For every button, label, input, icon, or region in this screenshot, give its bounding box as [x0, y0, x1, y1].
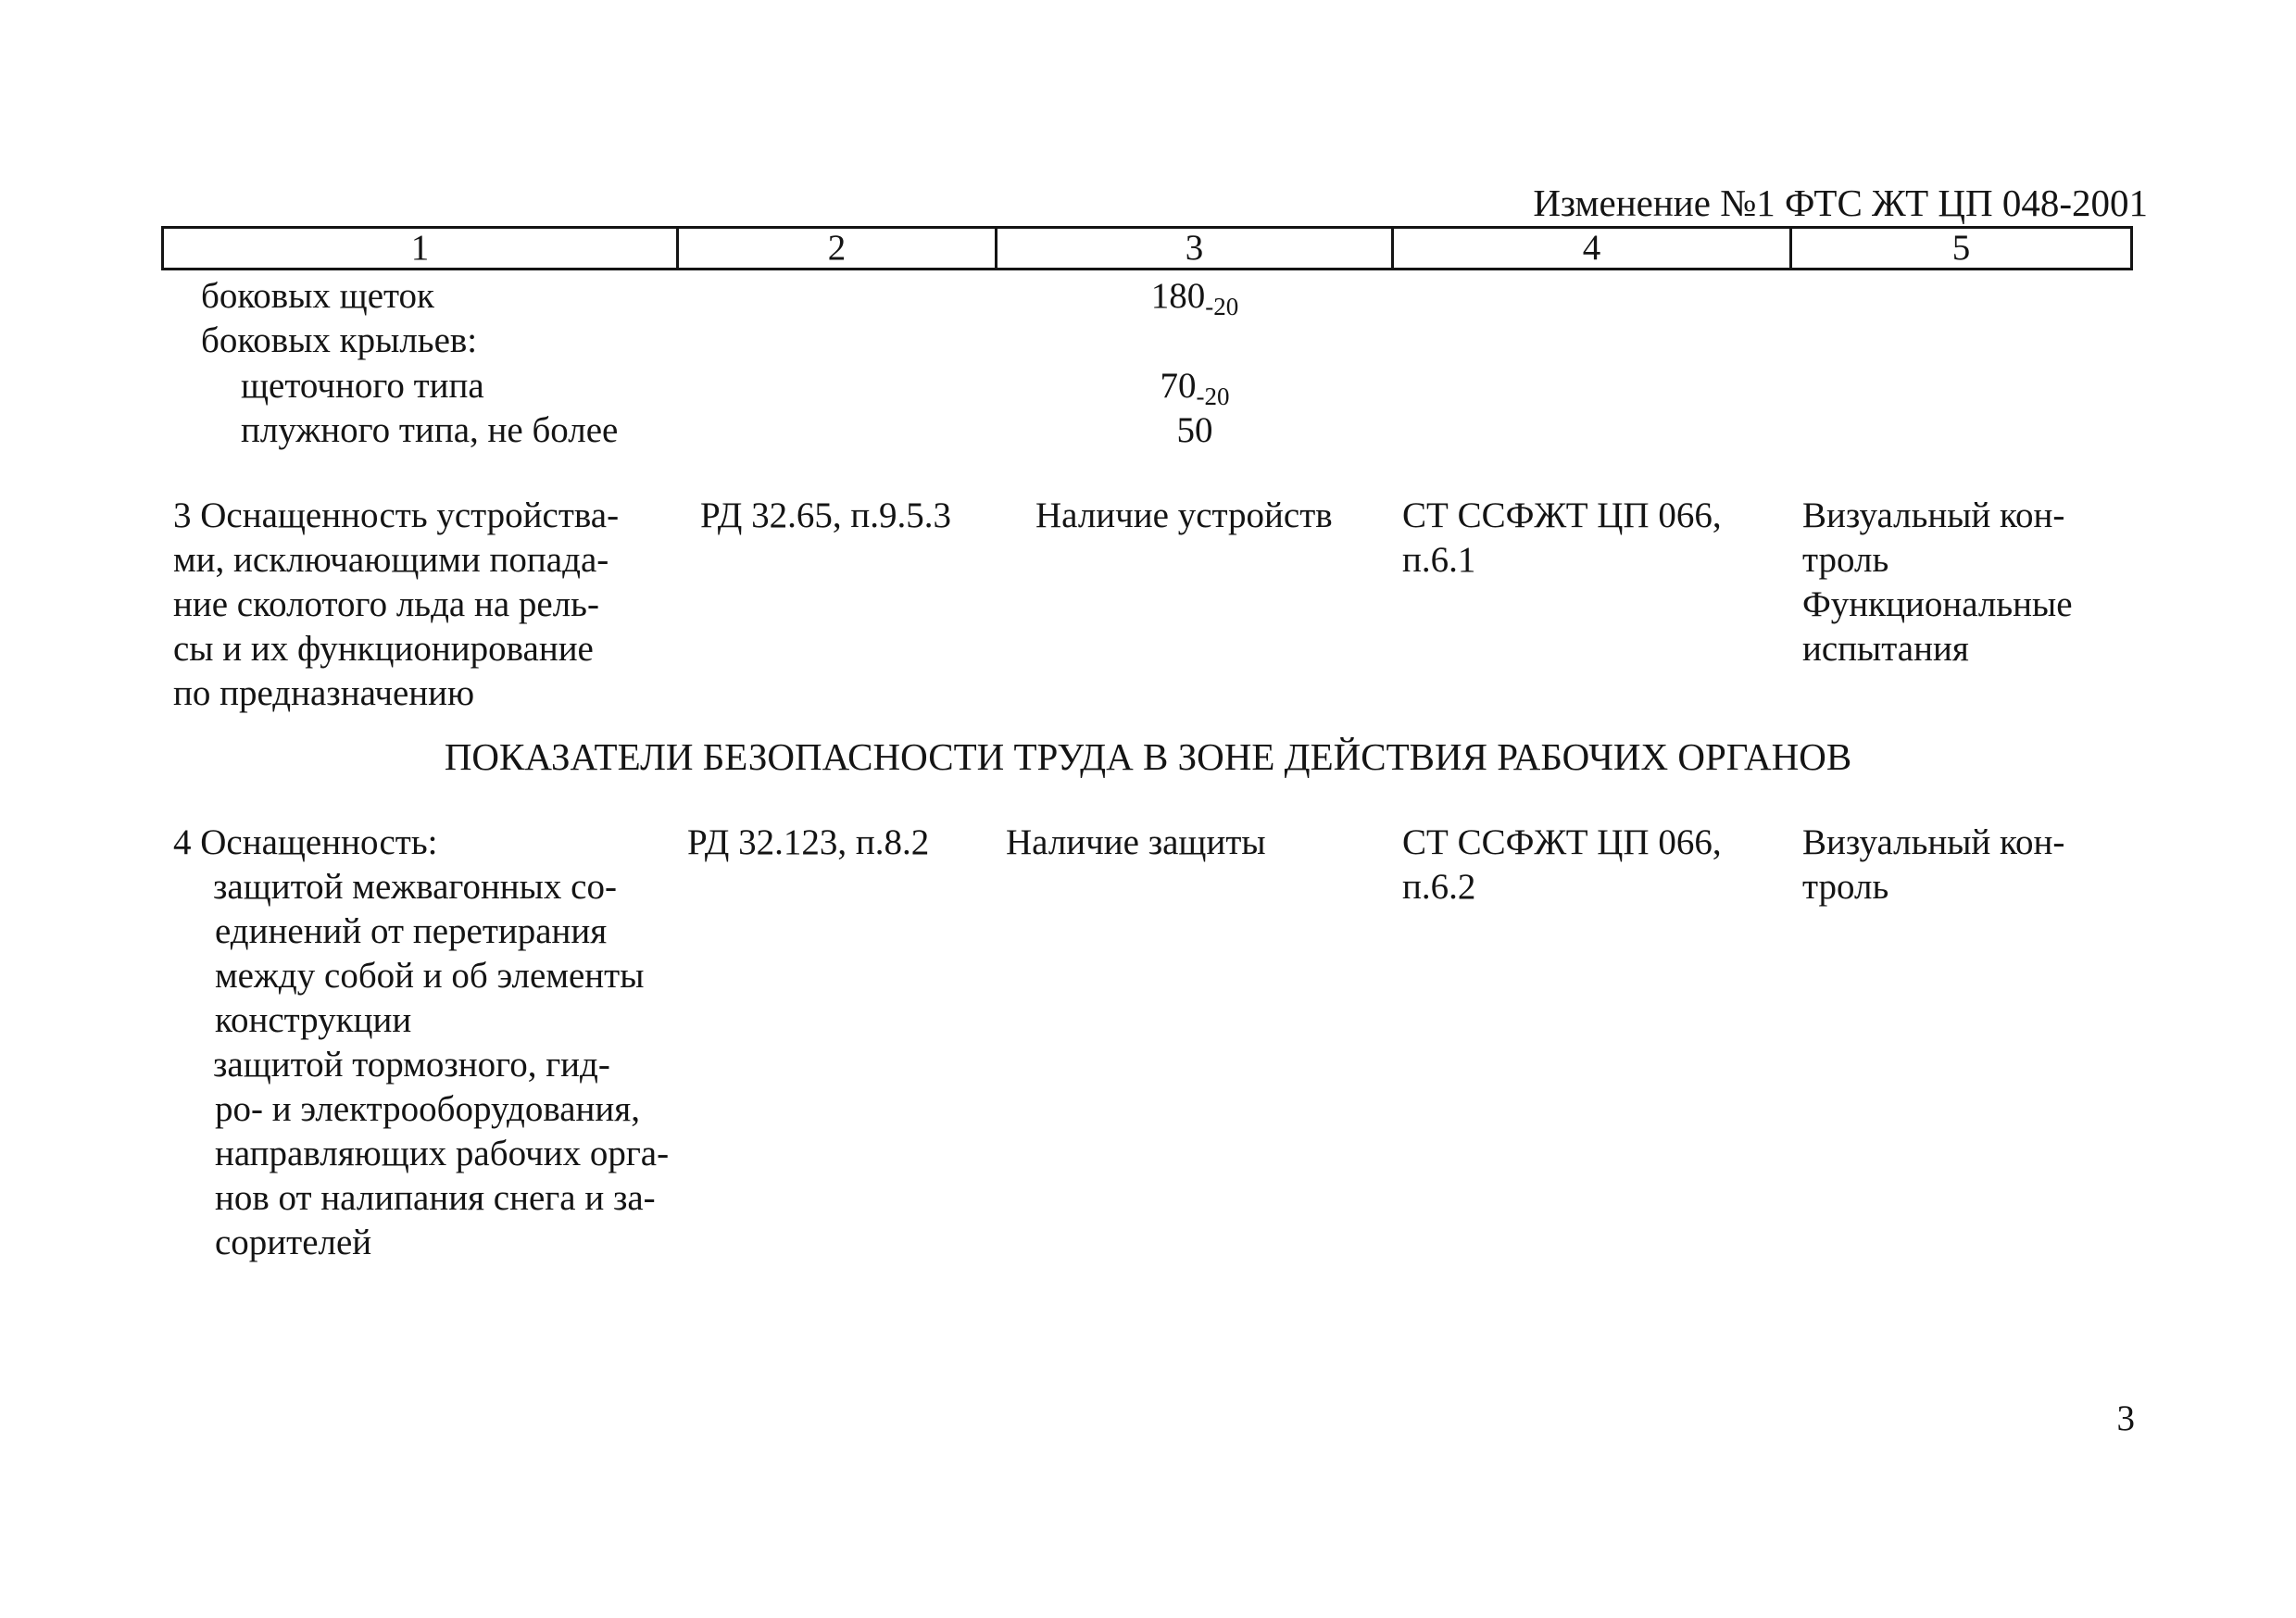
value-tolerance: -20: [1205, 293, 1239, 320]
normative-document-cell: РД 32.65, п.9.5.3: [700, 495, 951, 535]
test-method-cell: [1402, 821, 1722, 909]
cell-line: между собой и об элементы: [215, 956, 645, 996]
cell-line: ние сколотого льда на рель-: [173, 584, 599, 624]
cell-line: троль: [1802, 540, 1889, 580]
cell-line: защитой тормозного, гид-: [213, 1045, 610, 1085]
requirement-cell: Наличие устройств: [1035, 495, 1333, 535]
cell-line: п.6.2: [1402, 867, 1476, 907]
cell-line: нов от налипания снега и за-: [215, 1178, 656, 1218]
control-method-cell: [1802, 821, 2064, 909]
cell-line: ми, исключающими попада-: [173, 540, 609, 580]
cell-line: 4 Оснащенность:: [173, 822, 438, 862]
cell-line: по предназначению: [173, 673, 475, 713]
column-number-2: 2: [678, 228, 997, 270]
continuation-value: [1056, 274, 1334, 319]
cell-line: СТ ССФЖТ ЦП 066,: [1402, 495, 1722, 535]
column-number-5: 5: [1791, 228, 2132, 270]
document-title: Изменение №1 ФТС ЖТ ЦП 048-2001: [1533, 182, 2148, 224]
cell-line: Визуальный кон-: [1802, 822, 2065, 862]
test-method-cell: [1402, 494, 1722, 583]
cell-line: сы и их функционирование: [173, 629, 594, 669]
cell-line: троль: [1802, 867, 1889, 907]
cell-line: ро- и электрооборудования,: [215, 1089, 640, 1129]
continuation-label: щеточного типа: [241, 366, 484, 406]
indicator-cell: [173, 494, 619, 716]
continuation-label: боковых щеток: [201, 276, 434, 316]
control-method-cell: [1802, 494, 2073, 671]
normative-document-cell: РД 32.123, п.8.2: [687, 822, 930, 862]
cell-line: п.6.1: [1402, 540, 1476, 580]
value-main: 70: [1160, 366, 1197, 406]
column-number-4: 4: [1393, 228, 1791, 270]
cell-line: Функциональные: [1802, 584, 2073, 624]
column-number-1: 1: [163, 228, 678, 270]
cell-line: направляющих рабочих орга-: [215, 1134, 670, 1173]
continuation-label: боковых крыльев:: [201, 320, 478, 360]
cell-line: СТ ССФЖТ ЦП 066,: [1402, 822, 1722, 862]
cell-line: сорителей: [215, 1223, 372, 1262]
section-heading: ПОКАЗАТЕЛИ БЕЗОПАСНОСТИ ТРУДА В ЗОНЕ ДЕЙСТВИЯ РАБОЧИХ ОРГАНОВ: [444, 735, 1852, 778]
value-main: 180: [1150, 276, 1206, 316]
cell-line: Визуальный кон-: [1802, 495, 2065, 535]
cell-line: 3 Оснащенность устройства-: [173, 495, 620, 535]
value-tolerance: -20: [1196, 383, 1230, 410]
cell-line: единений от перетирания: [215, 911, 608, 951]
column-number-header: [161, 226, 2133, 270]
indicator-cell: [173, 821, 669, 1265]
column-number-3: 3: [997, 228, 1393, 270]
continuation-value: 50: [1176, 410, 1213, 450]
requirement-cell: Наличие защиты: [1006, 822, 1266, 862]
cell-line: испытания: [1802, 629, 1969, 669]
continuation-value: [1056, 364, 1334, 408]
cell-line: защитой межвагонных со-: [213, 867, 617, 907]
cell-line: конструкции: [215, 1000, 412, 1040]
continuation-label: плужного типа, не более: [241, 410, 619, 450]
page-number: 3: [2116, 1399, 2135, 1438]
